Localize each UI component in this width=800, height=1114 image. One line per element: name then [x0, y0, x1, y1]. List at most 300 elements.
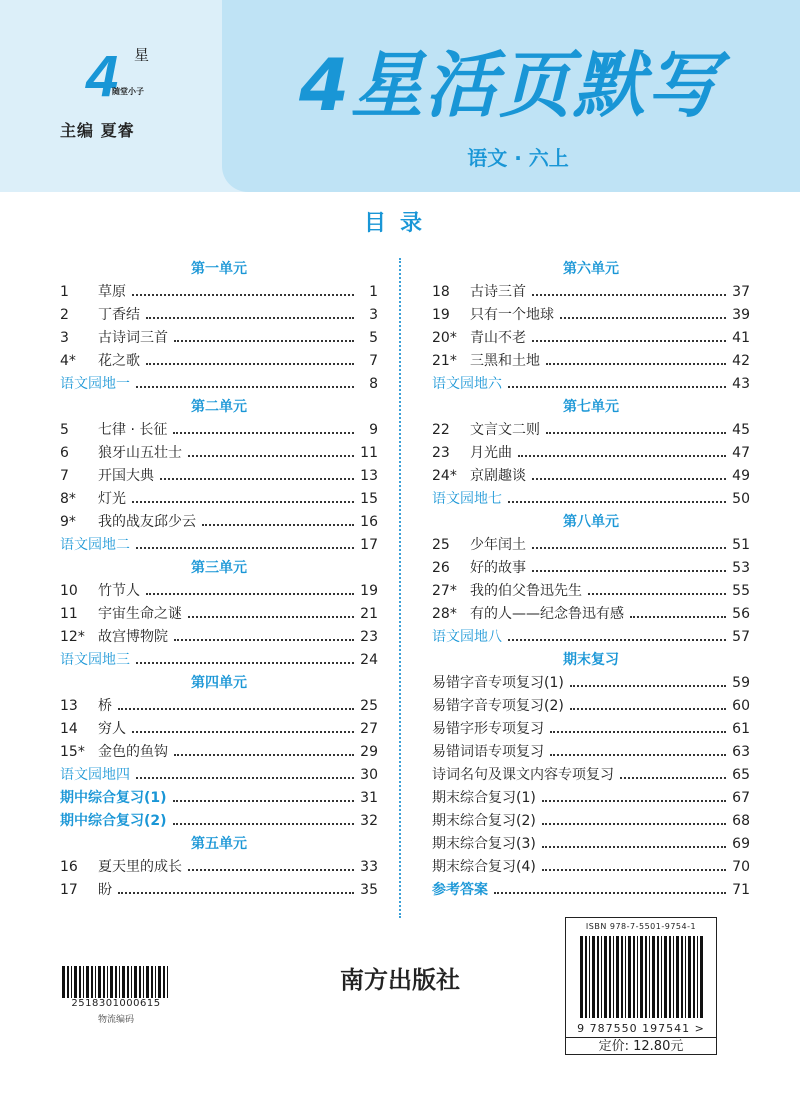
dot-leader — [546, 363, 726, 365]
toc-entry-page: 21 — [360, 606, 378, 622]
barcode-bar — [693, 936, 695, 1018]
barcode-bar — [652, 936, 655, 1018]
unit-heading: 第六单元 — [563, 261, 619, 277]
toc-entry[interactable] — [60, 810, 378, 833]
toc-entry[interactable] — [432, 580, 750, 603]
barcode-bar — [134, 966, 137, 998]
dot-leader — [136, 662, 354, 664]
dot-leader — [542, 823, 726, 825]
dot-leader — [173, 800, 354, 802]
toc-entry-page: 9 — [369, 422, 378, 438]
toc-entry-title: 开国大典 — [98, 468, 154, 484]
toc-entry-page: 23 — [360, 629, 378, 645]
toc-entry-page: 41 — [732, 330, 750, 346]
dot-leader — [160, 478, 354, 480]
toc-entry-number: 16 — [60, 859, 78, 875]
toc-entry[interactable] — [432, 281, 750, 304]
toc-entry-page: 7 — [369, 353, 378, 369]
dot-leader — [132, 294, 354, 296]
barcode-bar — [98, 966, 101, 998]
dot-leader — [118, 892, 354, 894]
toc-entry-title: 期末综合复习(3) — [432, 836, 536, 852]
barcode-bar — [657, 936, 659, 1018]
toc-entry-page: 49 — [732, 468, 750, 484]
barcode-bar — [67, 966, 69, 998]
toc-entry-title: 青山不老 — [470, 330, 526, 346]
barcode-bar — [103, 966, 105, 998]
toc-entry-title: 古诗词三首 — [98, 330, 168, 346]
barcode-bar — [110, 966, 113, 998]
toc-entry-number: 25 — [432, 537, 450, 553]
barcode-bar — [146, 966, 149, 998]
toc-entry-title: 丁香结 — [98, 307, 140, 323]
isbn-barcode — [578, 936, 704, 1018]
toc-entry-title: 少年闰土 — [470, 537, 526, 553]
toc-entry[interactable] — [60, 787, 378, 810]
toc-entry[interactable] — [432, 810, 750, 833]
toc-entry-page: 50 — [732, 491, 750, 507]
toc-entry-title: 语文园地一 — [60, 376, 130, 392]
toc-entry-page: 71 — [732, 882, 750, 898]
toc-entry-page: 5 — [369, 330, 378, 346]
dot-leader — [532, 294, 726, 296]
toc-entry-number: 11 — [60, 606, 78, 622]
toc-entry-number: 8* — [60, 491, 76, 507]
dot-leader — [146, 317, 354, 319]
toc-entry-number: 9* — [60, 514, 76, 530]
barcode-bar — [628, 936, 631, 1018]
dot-leader — [173, 432, 354, 434]
toc-entry[interactable] — [432, 488, 750, 511]
toc-entry-title: 故宫博物院 — [98, 629, 168, 645]
toc-entry-page: 43 — [732, 376, 750, 392]
toc-entry[interactable] — [60, 741, 378, 764]
logistics-barcode-number: 2518301000615 — [71, 998, 161, 1009]
barcode-bar — [681, 936, 683, 1018]
toc-entry-title: 语文园地四 — [60, 767, 130, 783]
svg-text:4: 4 — [86, 44, 119, 109]
toc-entry-page: 15 — [360, 491, 378, 507]
barcode-bar — [649, 936, 650, 1018]
toc-entry-page: 59 — [732, 675, 750, 691]
toc-entry-title: 易错字音专项复习(2) — [432, 698, 564, 714]
series-title: 4星活页默写 — [298, 43, 722, 127]
toc-entry-title: 金色的鱼钩 — [98, 744, 168, 760]
dot-leader — [570, 685, 726, 687]
toc-entry-title: 花之歌 — [98, 353, 140, 369]
toc-entry-number: 18 — [432, 284, 450, 300]
barcode-bar — [604, 936, 607, 1018]
dot-leader — [136, 547, 354, 549]
toc-entry[interactable] — [60, 879, 378, 902]
toc-entry-page: 69 — [732, 836, 750, 852]
barcode-bar — [640, 936, 643, 1018]
toc-entry-title: 桥 — [98, 698, 112, 714]
dot-leader — [630, 616, 726, 618]
toc-entry[interactable] — [432, 626, 750, 649]
toc-entry[interactable] — [60, 695, 378, 718]
toc-entry-title: 灯光 — [98, 491, 126, 507]
barcode-bar — [697, 936, 698, 1018]
dot-leader — [188, 869, 354, 871]
toc-entry-number: 6 — [60, 445, 69, 461]
toc-entry-title: 参考答案 — [432, 882, 488, 898]
barcode-bar — [119, 966, 120, 998]
toc-entry-title: 好的故事 — [470, 560, 526, 576]
toc-entry-page: 60 — [732, 698, 750, 714]
toc-entry-title: 竹节人 — [98, 583, 140, 599]
toc-entry-number: 24* — [432, 468, 457, 484]
dot-leader — [202, 524, 354, 526]
toc-entry-title: 三黑和土地 — [470, 353, 540, 369]
toc-entry-page: 68 — [732, 813, 750, 829]
toc-entry-title: 月光曲 — [470, 445, 512, 461]
barcode-bar — [676, 936, 679, 1018]
barcode-bar — [74, 966, 77, 998]
toc-entry[interactable] — [432, 764, 750, 787]
barcode-bar — [79, 966, 81, 998]
toc-entry[interactable] — [60, 327, 378, 350]
dot-leader — [542, 800, 726, 802]
dot-leader — [118, 708, 354, 710]
dot-leader — [174, 340, 354, 342]
toc-entry-title: 穷人 — [98, 721, 126, 737]
dot-leader — [173, 823, 354, 825]
barcode-bar — [637, 936, 638, 1018]
toc-title: 目录 — [363, 211, 436, 236]
toc-entry-page: 33 — [360, 859, 378, 875]
toc-entry[interactable] — [60, 718, 378, 741]
toc-entry-page: 30 — [360, 767, 378, 783]
toc-entry-page: 8 — [369, 376, 378, 392]
unit-heading: 第四单元 — [191, 675, 247, 691]
toc-entry[interactable] — [432, 557, 750, 580]
toc-entry[interactable] — [60, 373, 378, 396]
toc-entry-number: 15* — [60, 744, 85, 760]
toc-entry[interactable] — [60, 304, 378, 327]
unit-heading: 第二单元 — [191, 399, 247, 415]
toc-entry-page: 39 — [732, 307, 750, 323]
toc-entry-page: 57 — [732, 629, 750, 645]
toc-entry[interactable] — [60, 626, 378, 649]
barcode-bar — [95, 966, 96, 998]
toc-entry-page: 1 — [369, 284, 378, 300]
barcode-bar — [91, 966, 93, 998]
toc-entry-title: 易错字音专项复习(1) — [432, 675, 564, 691]
barcode-bar — [609, 936, 611, 1018]
barcode-bar — [83, 966, 84, 998]
dot-leader — [508, 386, 726, 388]
dot-leader — [542, 869, 726, 871]
barcode-bar — [151, 966, 153, 998]
brand-logo — [82, 38, 162, 114]
dot-leader — [146, 593, 354, 595]
toc-entry-page: 29 — [360, 744, 378, 760]
toc-entry-page: 35 — [360, 882, 378, 898]
editor-credit: 主编 夏睿 — [60, 121, 135, 140]
dot-leader — [174, 639, 354, 641]
toc-entry-title: 语文园地三 — [60, 652, 130, 668]
barcode-bar — [107, 966, 108, 998]
dot-leader — [532, 570, 726, 572]
unit-heading: 第五单元 — [191, 836, 247, 852]
toc-entry[interactable] — [60, 350, 378, 373]
toc-entry[interactable] — [432, 327, 750, 350]
toc-entry-title: 夏天里的成长 — [98, 859, 182, 875]
toc-left-column — [60, 258, 378, 902]
dot-leader — [494, 892, 726, 894]
toc-entry[interactable] — [432, 672, 750, 695]
toc-entry[interactable] — [432, 419, 750, 442]
toc-entry-number: 1 — [60, 284, 69, 300]
toc-entry-page: 24 — [360, 652, 378, 668]
toc-entry-title: 诗词名句及课文内容专项复习 — [432, 767, 614, 783]
isbn-text: ISBN 978-7-5501-9754-1 — [585, 922, 697, 931]
toc-entry-page: 47 — [732, 445, 750, 461]
barcode-bar — [131, 966, 132, 998]
toc-entry-title: 易错字形专项复习 — [432, 721, 544, 737]
toc-entry-number: 27* — [432, 583, 457, 599]
toc-entry[interactable] — [60, 442, 378, 465]
toc-entry[interactable] — [432, 350, 750, 373]
unit-heading: 第一单元 — [191, 261, 247, 277]
dot-leader — [508, 501, 726, 503]
publisher: 南方出版社 — [340, 965, 460, 994]
toc-entry[interactable] — [432, 695, 750, 718]
toc-entry-page: 25 — [360, 698, 378, 714]
toc-entry[interactable] — [60, 580, 378, 603]
toc-entry-title: 古诗三首 — [470, 284, 526, 300]
toc-entry-page: 65 — [732, 767, 750, 783]
toc-entry-title: 宇宙生命之谜 — [98, 606, 182, 622]
unit-heading: 第七单元 — [563, 399, 619, 415]
barcode-bar — [673, 936, 674, 1018]
toc-entry-page: 32 — [360, 813, 378, 829]
dot-leader — [532, 547, 726, 549]
toc-entry[interactable] — [432, 718, 750, 741]
toc-entry[interactable] — [432, 442, 750, 465]
dot-leader — [546, 432, 726, 434]
barcode-bar — [158, 966, 161, 998]
barcode-bar — [71, 966, 72, 998]
toc-entry-page: 45 — [732, 422, 750, 438]
toc-entry-title: 语文园地二 — [60, 537, 130, 553]
toc-entry-title: 文言文二则 — [470, 422, 540, 438]
toc-entry-number: 21* — [432, 353, 457, 369]
barcode-bar — [143, 966, 144, 998]
toc-entry[interactable] — [432, 304, 750, 327]
toc-entry[interactable] — [60, 764, 378, 787]
toc-entry-title: 期中综合复习(1) — [60, 790, 167, 806]
toc-entry[interactable] — [432, 833, 750, 856]
toc-entry-page: 17 — [360, 537, 378, 553]
isbn-number: 9 787550 197541 > — [577, 1022, 705, 1035]
unit-heading: 第八单元 — [563, 514, 619, 530]
dot-leader — [508, 639, 726, 641]
toc-entry-page: 70 — [732, 859, 750, 875]
dot-leader — [132, 501, 354, 503]
dot-leader — [570, 708, 726, 710]
barcode-bar — [115, 966, 117, 998]
toc-entry-title: 易错词语专项复习 — [432, 744, 544, 760]
toc-entry[interactable] — [60, 419, 378, 442]
toc-entry-title: 语文园地六 — [432, 376, 502, 392]
barcode-bar — [601, 936, 602, 1018]
toc-entry-number: 4* — [60, 353, 76, 369]
barcode-bar — [625, 936, 626, 1018]
logistics-barcode-caption: 物流编码 — [97, 1015, 134, 1025]
toc-entry-page: 53 — [732, 560, 750, 576]
toc-entry-title: 只有一个地球 — [470, 307, 554, 323]
toc-entry[interactable] — [432, 373, 750, 396]
toc-entry-title: 我的伯父鲁迅先生 — [470, 583, 582, 599]
toc-entry-title: 盼 — [98, 882, 112, 898]
toc-entry[interactable] — [432, 879, 750, 902]
subject-grade: 语文 · 六上 — [467, 146, 569, 170]
barcode-bar — [155, 966, 156, 998]
dot-leader — [188, 616, 354, 618]
barcode-bar — [585, 936, 587, 1018]
dot-leader — [518, 455, 726, 457]
dot-leader — [550, 754, 726, 756]
dot-leader — [174, 754, 354, 756]
toc-entry-number: 23 — [432, 445, 450, 461]
toc-right-column — [432, 258, 750, 902]
dot-leader — [188, 455, 354, 457]
barcode-bar — [122, 966, 125, 998]
barcode-bar — [592, 936, 595, 1018]
toc-entry-number: 2 — [60, 307, 69, 323]
barcode-bar — [616, 936, 619, 1018]
toc-entry-number: 26 — [432, 560, 450, 576]
isbn-block — [565, 917, 717, 1055]
toc-entry-page: 13 — [360, 468, 378, 484]
toc-entry[interactable] — [432, 856, 750, 879]
toc-entry-title: 有的人——纪念鲁迅有感 — [470, 606, 624, 622]
barcode-bar — [86, 966, 89, 998]
column-divider — [399, 258, 401, 918]
toc-entry-page: 19 — [360, 583, 378, 599]
toc-entry-page: 63 — [732, 744, 750, 760]
dot-leader — [532, 478, 726, 480]
toc-entry-title: 期末综合复习(2) — [432, 813, 536, 829]
toc-entry-page: 16 — [360, 514, 378, 530]
barcode-bar — [127, 966, 129, 998]
toc-entry[interactable] — [432, 741, 750, 764]
toc-entry[interactable] — [432, 787, 750, 810]
toc-entry[interactable] — [432, 603, 750, 626]
toc-entry-page: 56 — [732, 606, 750, 622]
toc-entry-number: 7 — [60, 468, 69, 484]
toc-entry-page: 11 — [360, 445, 378, 461]
barcode-bar — [645, 936, 647, 1018]
toc-entry-title: 京剧趣谈 — [470, 468, 526, 484]
unit-heading: 期末复习 — [563, 652, 619, 668]
barcode-bar — [633, 936, 635, 1018]
unit-heading: 第三单元 — [191, 560, 247, 576]
barcode-bar — [664, 936, 667, 1018]
barcode-bar — [62, 966, 65, 998]
toc-entry[interactable] — [60, 649, 378, 672]
barcode-bar — [163, 966, 165, 998]
barcode-bar — [597, 936, 599, 1018]
barcode-bar — [580, 936, 583, 1018]
toc-entry-page: 42 — [732, 353, 750, 369]
toc-entry[interactable] — [60, 856, 378, 879]
toc-entry-page: 61 — [732, 721, 750, 737]
svg-text:随堂小子: 随堂小子 — [112, 87, 144, 96]
logistics-barcode — [60, 966, 172, 998]
toc-entry-number: 28* — [432, 606, 457, 622]
toc-entry[interactable] — [60, 534, 378, 557]
toc-entry-title: 语文园地七 — [432, 491, 502, 507]
toc-entry-page: 55 — [732, 583, 750, 599]
barcode-bar — [621, 936, 623, 1018]
toc-entry-title: 期末综合复习(4) — [432, 859, 536, 875]
barcode-bar — [669, 936, 671, 1018]
toc-entry-number: 17 — [60, 882, 78, 898]
barcode-bar — [685, 936, 686, 1018]
dot-leader — [532, 340, 726, 342]
toc-entry[interactable] — [60, 488, 378, 511]
barcode-bar — [167, 966, 168, 998]
barcode-bar — [661, 936, 662, 1018]
toc-entry-number: 12* — [60, 629, 85, 645]
toc-entry[interactable] — [432, 465, 750, 488]
toc-entry-title: 草原 — [98, 284, 126, 300]
toc-entry-number: 3 — [60, 330, 69, 346]
toc-entry-page: 67 — [732, 790, 750, 806]
price: 定价: 12.80元 — [566, 1037, 716, 1055]
toc-entry-title: 语文园地八 — [432, 629, 502, 645]
toc-entry-number: 13 — [60, 698, 78, 714]
toc-entry-title: 我的战友邱少云 — [98, 514, 196, 530]
toc-entry[interactable] — [60, 465, 378, 488]
toc-entry-number: 22 — [432, 422, 450, 438]
toc-entry-number: 20* — [432, 330, 457, 346]
barcode-bar — [688, 936, 691, 1018]
toc-entry-title: 期末综合复习(1) — [432, 790, 536, 806]
dot-leader — [136, 386, 354, 388]
toc-entry[interactable] — [60, 603, 378, 626]
toc-entry-page: 27 — [360, 721, 378, 737]
toc-entry-number: 5 — [60, 422, 69, 438]
toc-entry-page: 37 — [732, 284, 750, 300]
dot-leader — [588, 593, 726, 595]
toc-entry-page: 31 — [360, 790, 378, 806]
barcode-bar — [139, 966, 141, 998]
dot-leader — [542, 846, 726, 848]
dot-leader — [136, 777, 354, 779]
barcode-bar — [613, 936, 614, 1018]
dot-leader — [620, 777, 726, 779]
toc-entry-number: 10 — [60, 583, 78, 599]
toc-entry[interactable] — [432, 534, 750, 557]
svg-text:星: 星 — [134, 46, 150, 64]
barcode-bar — [700, 936, 703, 1018]
toc-entry[interactable] — [60, 511, 378, 534]
toc-entry-number: 14 — [60, 721, 78, 737]
dot-leader — [132, 731, 354, 733]
toc-entry-title: 期中综合复习(2) — [60, 813, 167, 829]
toc-entry-title: 狼牙山五壮士 — [98, 445, 182, 461]
dot-leader — [146, 363, 354, 365]
toc-entry-title: 七律 · 长征 — [98, 422, 168, 438]
toc-entry-number: 19 — [432, 307, 450, 323]
barcode-bar — [589, 936, 590, 1018]
toc-entry-page: 3 — [369, 307, 378, 323]
toc-entry[interactable] — [60, 281, 378, 304]
